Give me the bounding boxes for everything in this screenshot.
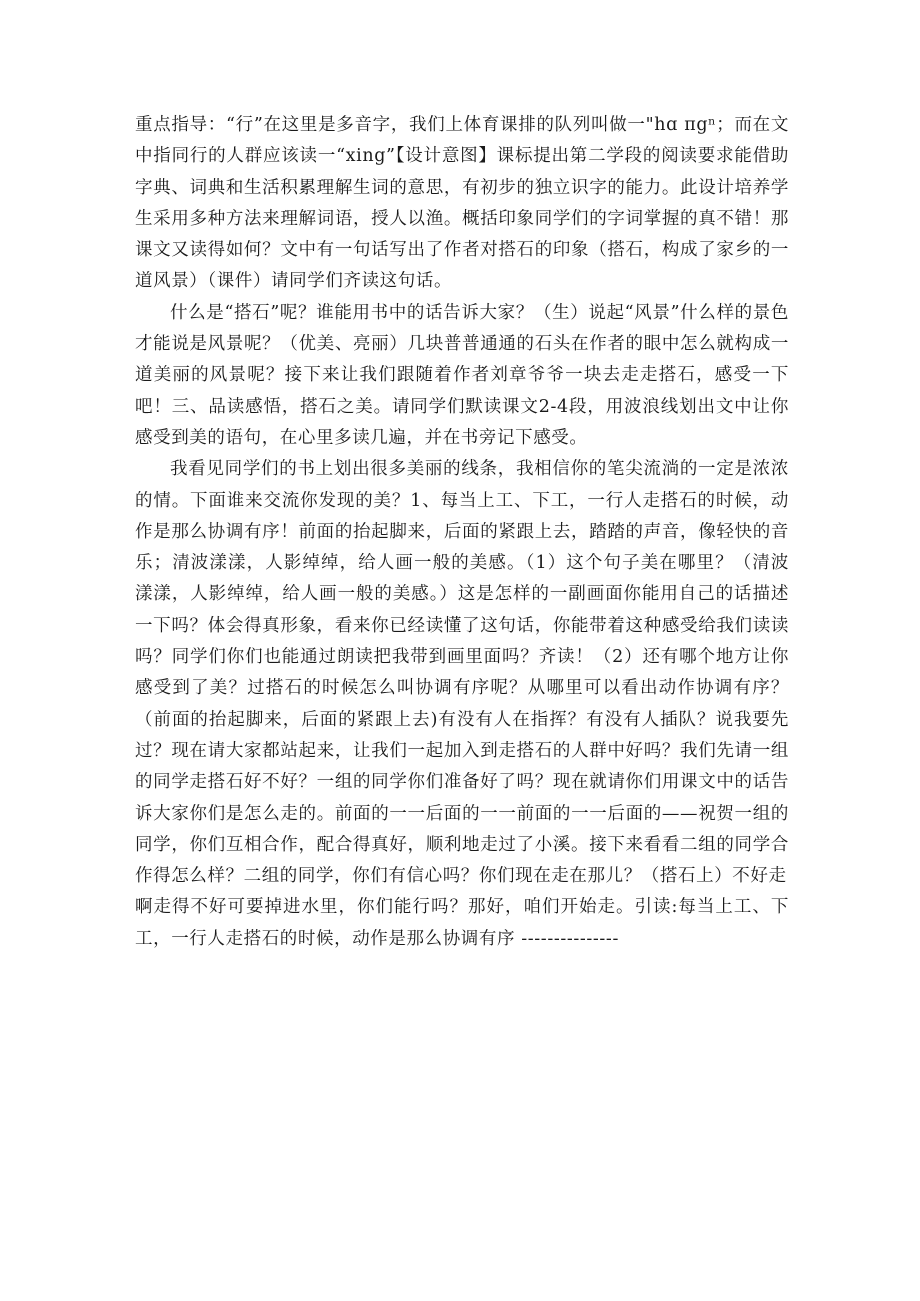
document-body <box>135 110 789 955</box>
paragraph-4: 啊走得不好可要掉进水里，你们能行吗？那好，咱们开始走。引读:每当上工、下工，一行人走搭石的时候，动作是那么协调有序 --------------- <box>135 897 789 949</box>
paragraph-3: 我看见同学们的书上划出很多美丽的线条，我相信你的笔尖流淌的一定是浓浓的情。下面谁来交流你发现的美？1、每当上工、下工，一行人走搭石的时候，动作是那么协调有序！前面的抬起脚来，后面的紧跟上去，踏踏的声音，像轻快的音乐；清波漾漾，人影绰绰，给人画一般的美感。（1）这个句子美在哪里？（清波漾漾，人影绰绰，给人画一般的美感。）这是怎样的一副画面你能用自己的话描述一下吗？体会得真形象，看来你已经读懂了这句话，你能带着这种感受给我们读读吗？同学们你们也能通过朗读把我带到画里面吗？齐读！（2）还有哪个地方让你感受到了美？过搭石的时候怎么叫协调有序呢？从哪里可以看出动作协调有序？（前面的抬起脚来，后面的紧跟上去)有没有人在指挥？有没有人插队？说我要先过？现在请大家都站起来，让我们一起加入到走搭石的人群中好吗？我们先请一组的同学走搭石好不好？一组的同学你们准备好了吗？现在就请你们用课文中的话告诉大家你们是怎么走的。前面的一一后面的一一前面的一一后面的——祝贺一组的同学，你们互相合作，配合得真好，顺利地走过了小溪。接下来看看二组的同学合作得怎么样？二组的同学，你们有信心吗？你们现在走在那儿？（搭石上）不好走 <box>135 459 789 887</box>
paragraph-1: 重点指导：“行”在这里是多音字，我们上体育课排的队列叫做一"hɑ πgⁿ；而在文中指同行的人群应该读一“xing”【设计意图】课标提出第二学段的阅读要求能借助字典、词典和生活积累理解生词的意思，有初步的独立识字的能力。此设计培养学生采用多种方法来理解词语，授人以渔。概括印象同学们的字词掌握的真不错！那课文又读得如何？文中有一句话写出了作者对搭石的印象（搭石，构成了家乡的一道风景）（课件）请同学们齐读这句话。 <box>135 115 789 292</box>
paragraph-2: 什么是“搭石”呢？谁能用书中的话告诉大家？（生）说起“风景”什么样的景色才能说是风景呢？（优美、亮丽）几块普普通通的石头在作者的眼中怎么就构成一道美丽的风景呢？接下来让我们跟随着作者刘章爷爷一块去走走搭石，感受一下吧！三、品读感悟，搭石之美。请同学们默读课文2-4段，用波浪线划出文中让你感受到美的语句，在心里多读几遍，并在书旁记下感受。 <box>135 302 789 448</box>
